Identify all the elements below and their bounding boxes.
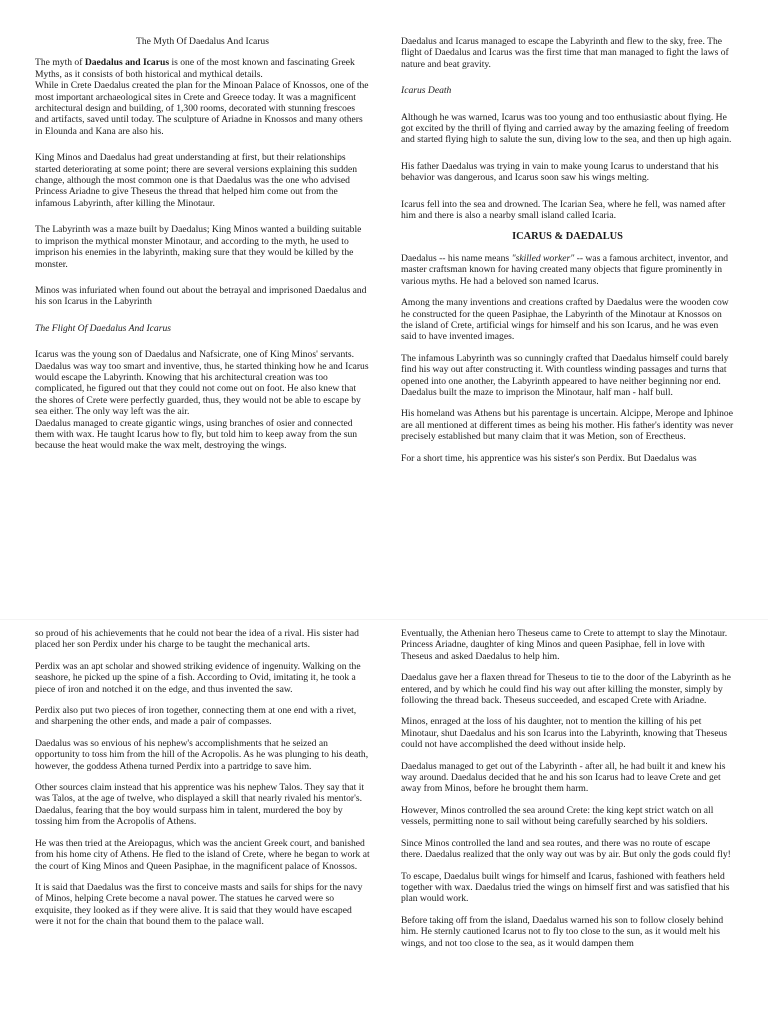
paragraph-perdix: Perdix was an apt scholar and showed striking evidence of ingenuity. Walking on the seashore, he picked up the spine of a fish. According to Ovid, imitating it, he took a piece of iron and notched it on the edge, and thus invented the saw. [35, 660, 361, 695]
paragraph-build-wings: To escape, Daedalus built wings for himself and Icarus, fashioned with feathers held together with wax. Daedalus tried the wings on himself first and was satisfied that his plan would work. [401, 870, 730, 905]
paragraph-icarus-son: Icarus was the young son of Daedalus and Nafsicrate, one of King Minos' servants. Daedalus was way too smart and inventive, thus, he started thinking how he and Icarus would escape the Labyrinth. Knowing that his architectural creation was too complicated, he figured out that they could not come out on foot. He also knew that the shores of Crete were perfectly guarded, thus, they would not be able to escape by sea either. The only way left was the air. [35, 349, 369, 418]
paragraph-name-meaning [401, 253, 734, 287]
heading-flight: The Flight Of Daedalus And Icarus [35, 322, 171, 334]
paragraph-inventions: Among the many inventions and creations crafted by Daedalus were the wooden cow he constructed for the queen Pasiphae, the Labyrinth of the Minotaur at Knossos on the island of Crete, artificial wings for himself and his son Icarus, and he was even said to have invented images. [401, 297, 729, 343]
heading-icarus-death: Icarus Death [401, 85, 452, 97]
intro-suffix: is one of the most known and fascinating Greek Myths, as it consists of both historical and mythical details. [35, 57, 355, 80]
paragraph-thread: Daedalus gave her a flaxen thread for Theseus to tie to the door of the Labyrinth as he entered, and by which he could find his way out after killing the monster, simply by following the thread back. Theseus succeeded, and escaped Crete with Ariadne. [401, 672, 731, 707]
name-suffix: -- was a famous architect, inventor, and master craftsman known for having created many objects that figure prominently in various myths. He had a beloved son named Icarus. [401, 252, 729, 287]
paragraph-infuriated: Minos was infuriated when found out about the betrayal and imprisoned Daedalus and his son Icarus in the Labyrinth [35, 284, 367, 308]
paragraph-proud: so proud of his achievements that he could not bear the idea of a rival. His sister had placed her son Perdix under his charge to be taught the mechanical arts. [35, 628, 359, 651]
intro-paragraph [35, 57, 370, 80]
paragraph-labyrinth: The Labyrinth was a maze built by Daedalus; King Minos wanted a building suitable to imprison the mythical monster Minotaur, and according to the myth, he used to imprison his enemies in the labyrinth, making sure that they would be killed by the monster. [35, 224, 362, 270]
heading-icarus-daedalus: ICARUS & DAEDALUS [512, 231, 623, 243]
paragraph-infamous-labyrinth: The infamous Labyrinth was so cunningly crafted that Daedalus himself could barely find his way out after constructing it. With countless winding passages and turns that opened into one another, the Labyrinth appeared to have neither beginning nor end. Daedalus built the maze to imprison the Minotaur, half man - half bull. [401, 352, 729, 398]
paragraph-fell: Icarus fell into the sea and drowned. The Icarian Sea, where he fell, was named after him and there is also a nearby small island called Icaria. [401, 198, 726, 222]
paragraph-homeland: His homeland was Athens but his parentage is uncertain. Alcippe, Merope and Iphinoe are all mentioned at different times as being his mother. His father's identity was never precisely established but many claim that it was Metion, son of Erectheus. [401, 408, 734, 443]
paragraph-compasses: Perdix also put two pieces of iron together, connecting them at one end with a rivet, and sharpening the other ends, and made a pair of compasses. [35, 705, 357, 728]
paragraph-before-takeoff: Before taking off from the island, Daedalus warned his son to follow closely behind him. He sternly cautioned Icarus not to fly too close to the sun, as it would melt his wings, and not too close to the sea, as it would dampen them [401, 914, 724, 949]
paragraph-father: His father Daedalus was trying in vain to make young Icarus to understand that his behavior was dangerous, and Icarus soon saw his wings melting. [401, 160, 719, 184]
name-prefix: Daedalus -- his name means [401, 252, 512, 264]
paragraph-getout: Daedalus managed to get out of the Labyrinth - after all, he had built it and knew his way around. Daedalus decided that he and his son Icarus had to leave Crete and get away from Minos, before he brought them harm. [401, 760, 726, 795]
page-2-right-column [401, 628, 734, 959]
paragraph-tried: He was then tried at the Areiopagus, which was the ancient Greek court, and banished from his home city of Athens. He fled to the island of Crete, where he began to work at the court of King Minos and Queen Pasiphae, in the magnificent palace of Knossos. [35, 837, 370, 872]
paragraph-enraged: Minos, enraged at the loss of his daughter, not to mention the killing of his pet Minotaur, shut Daedalus and his son Icarus into the Labyrinth, knowing that Theseus could not have accomplished the deed without inside help. [401, 716, 728, 751]
paragraph-warned: Although he was warned, Icarus was too young and too enthusiastic about flying. He got excited by the thrill of flying and carried away by the amazing feeling of freedom and started flying high to salute the sun, diving low to the sea, and then up high again. [401, 111, 732, 146]
paragraph-theseus: Eventually, the Athenian hero Theseus came to Crete to attempt to slay the Minotaur. Princess Ariadne, daughter of king Minos and queen Pasiphae, fell in love with Theseus and asked Daedalus to help him. [401, 628, 728, 662]
paragraph-talos: Other sources claim instead that his apprentice was his nephew Talos. They say that it was Talos, at the age of twelve, who displayed a skill that nearly rivaled his mentor's. Daedalus, fearing that the boy would surpass him in talent, murdered the boy by tossing him from the Acropolis of Athens. [35, 782, 365, 828]
page-2 [0, 620, 768, 1024]
document-title: The Myth Of Daedalus And Icarus [136, 36, 269, 47]
page-1-left-column [35, 36, 370, 462]
paragraph-masts: It is said that Daedalus was the first to conceive masts and sails for ships for the navy of Minos, helping Crete become a naval power. The statues he carved were so exquisite, they looked as if they were alive. It is said that they would have escaped were it not for the chain that bound them to the palace wall. [35, 881, 363, 928]
intro-bold-name: Daedalus and Icarus [84, 57, 170, 69]
page-1-right-column [401, 36, 734, 474]
paragraph-wings: Daedalus managed to create gigantic wings, using branches of osier and connected them with wax. He taught Icarus how to fly, but told him to keep away from the sun because the heat would make the wax melt, destroying the wings. [35, 417, 358, 452]
paragraph-since: Since Minos controlled the land and sea routes, and there was no route of escape there. Daedalus realized that the only way out was by air. But only the gods could fly! [401, 837, 731, 861]
page-2-left-column [35, 628, 370, 938]
paragraph-escape: Daedalus and Icarus managed to escape the Labyrinth and flew to the sky, free. The flight of Daedalus and Icarus was the first time that man managed to fight the laws of nature and beat gravity. [401, 36, 729, 70]
paragraph-envious: Daedalus was so envious of his nephew's accomplishments that he seized an opportunity to toss him from the hill of the Acropolis. As he was plunging to his death, however, the goddess Athena turned Perdix into a partridge to save him. [35, 737, 369, 772]
paragraph-apprentice: For a short time, his apprentice was his sister's son Perdix. But Daedalus was [401, 452, 697, 464]
paragraph-sea-control: However, Minos controlled the sea around Crete: the king kept strict watch on all vessels, permitting none to sail without being carefully searched by his soldiers. [401, 804, 714, 828]
paragraph-minos: King Minos and Daedalus had great understanding at first, but their relationships started deteriorating at some point; there are several versions explaining this sudden change, although the most common one is that Daedalus was the one who advised Princess Ariadne to give Theseus the thread that helped him come out from the infamous Labyrinth, after killing the Minotaur. [35, 152, 358, 209]
paragraph-crete: While in Crete Daedalus created the plan for the Minoan Palace of Knossos, one of the most important archaeological sites in Crete and Greece today. It was a magnificent architectural design and building, of 1,300 rooms, decorated with stunning frescoes and artifacts, saved until today. The sculpture of Ariadne in Knossos and many others in Elounda and Kana are also his. [35, 80, 369, 137]
intro-prefix: The myth of [35, 57, 85, 69]
name-italic-skilled-worker: "skilled worker" [511, 252, 575, 264]
